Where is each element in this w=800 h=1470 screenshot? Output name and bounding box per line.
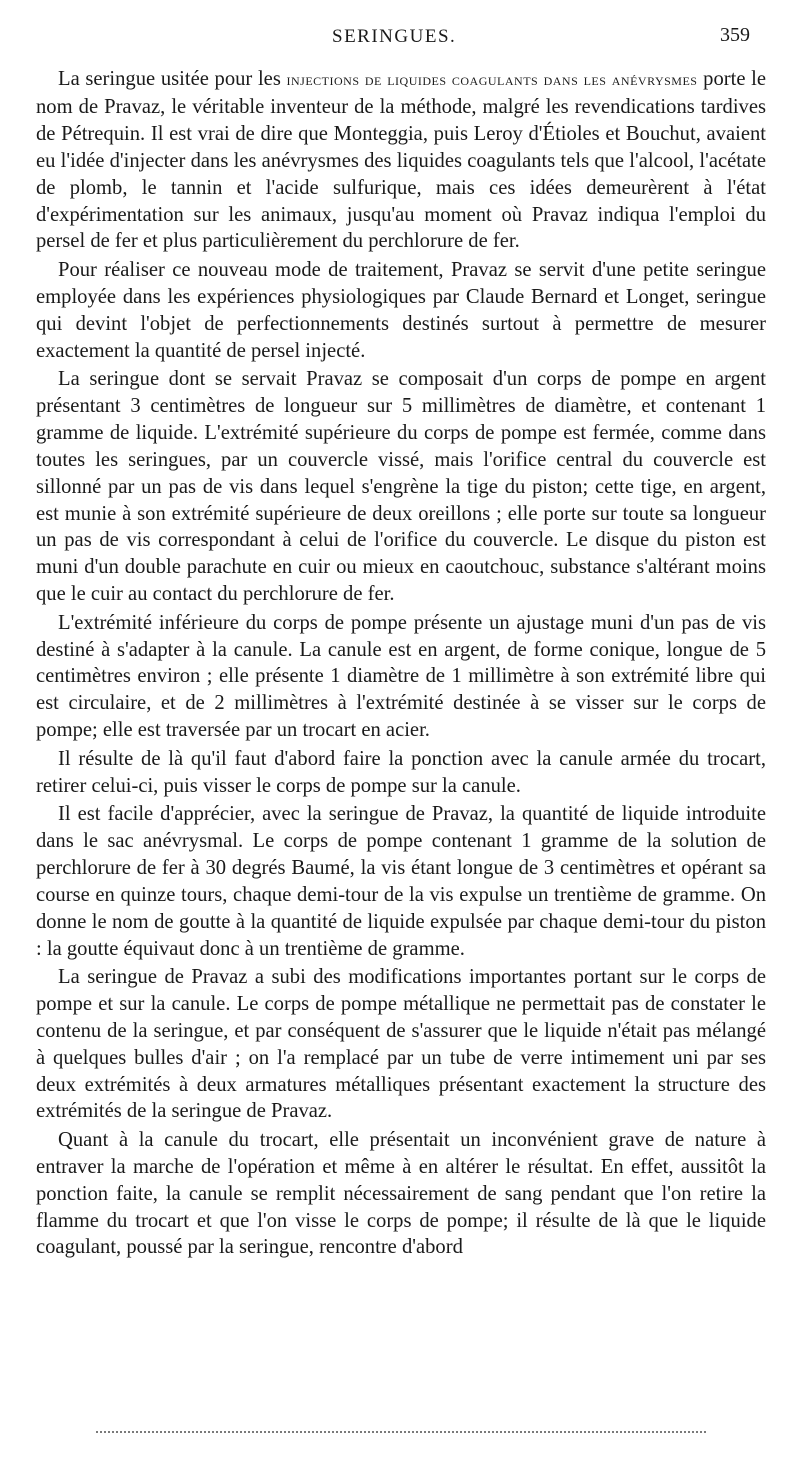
- running-head: [0, 26, 800, 56]
- page-number: 359: [720, 24, 750, 46]
- paragraph-syringe-construction: La seringue dont se servait Pravaz se composait d'un corps de pompe en argent présentant 3 centimètres de longueur sur 5 millimètres de diamètre, et contenant 1 gramme de liquide. L'extrémité supérieure du corps de pompe est fermée, comme dans toutes les seringues, par un couvercle vissé, mais l'orifice central du couvercle est sillonné par un pas de vis dans lequel s'engrène la tige du piston; cette tige, en argent, est munie à son extrémité supérieure de deux oreillons ; elle porte sur toute sa longueur un pas de vis correspondant à celui de l'orifice du couvercle. Le disque du piston est muni d'un double parachute en cuir ou mieux en caoutchouc, substance s'altérant moins que le cuir au contact du perchlorure de fer.: [36, 367, 766, 606]
- paragraph-puncture: Il résulte de là qu'il faut d'abord faire la ponction avec la canule armée du trocart, retirer celui-ci, puis visser le corps de pompe sur la canule.: [36, 747, 766, 797]
- body-text: [36, 66, 766, 1263]
- subject-small-caps: injections de liquides coagulants dans les anévrysmes: [286, 70, 698, 89]
- running-head-title: SERINGUES.: [332, 26, 457, 47]
- paragraph-trocar-issue: Quant à la canule du trocart, elle présentait un inconvénient grave de nature à entraver la marche de l'opération et même à en altérer le résultat. En effet, aussitôt la ponction faite, la canule se remplit nécessairement de sang pendant que l'on retire la flamme du trocart et que l'on visse le corps de pompe; il résulte de là que le liquide coagulant, poussé par la seringue, rencontre d'abord: [36, 1128, 766, 1259]
- paragraph-modifications: La seringue de Pravaz a subi des modifications importantes portant sur le corps de pompe et sur la canule. Le corps de pompe métallique ne permettait pas de constater le contenu de la seringue, et par conséquent de s'assurer que le liquide n'était pas mélangé à quelques bulles d'air ; on l'a remplacé par un tube de verre intimement uni par ses deux extrémités à deux armatures métalliques présentant exactement la structure des extrémités de la seringue de Pravaz.: [36, 965, 766, 1123]
- paragraph-new-treatment: Pour réaliser ce nouveau mode de traitement, Pravaz se servit d'une petite seringue employée dans les expériences physiologiques par Claude Bernard et Longet, seringue qui devint l'objet de perfectionnements destinés surtout à permettre de mesurer exactement la quantité de persel injecté.: [36, 258, 766, 362]
- paragraph-lead-text: La seringue usitée pour les: [58, 68, 287, 90]
- paragraph-continuation-text: porte le nom de Pravaz, le véritable inventeur de la méthode, malgré les revendications tardives de Pétrequin. Il est vrai de dire que Monteggia, puis Leroy d'Étioles et Bouchut, avaient eu l'idée d'injecter dans les anévrysmes des liquides coagulants tels que l'alcool, l'acétate de plomb, le tannin et l'acide sulfurique, mais ces idées demeurèrent à l'état d'expérimentation sur les animaux, jusqu'au moment où Pravaz indiqua l'emploi du persel de fer et plus particulièrement du perchlorure de fer.: [36, 68, 766, 253]
- bleed-through-line: [96, 1431, 706, 1433]
- paragraph-pravaz-intro: [36, 66, 766, 255]
- paragraph-dosage: Il est facile d'apprécier, avec la seringue de Pravaz, la quantité de liquide introduite dans le sac anévrysmal. Le corps de pompe contenant 1 gramme de la solution de perchlorure de fer à 30 degrés Baumé, la vis étant longue de 3 centimètres et opérant sa course en quinze tours, chaque demi-tour de la vis expulse un trentième de gramme. On donne le nom de goutte à la quantité de liquide expulsée par chaque demi-tour du piston : la goutte équivaut donc à un trentième de gramme.: [36, 802, 766, 960]
- paragraph-cannula: L'extrémité inférieure du corps de pompe présente un ajustage muni d'un pas de vis destiné à s'adapter à la canule. La canule est en argent, de forme conique, longue de 5 centimètres environ ; elle présente 1 diamètre de 1 millimètre à son extrémité libre qui est circulaire, et de 2 millimètres à l'extrémité destinée à se visser sur le corps de pompe; elle est traversée par un trocart en acier.: [36, 611, 766, 742]
